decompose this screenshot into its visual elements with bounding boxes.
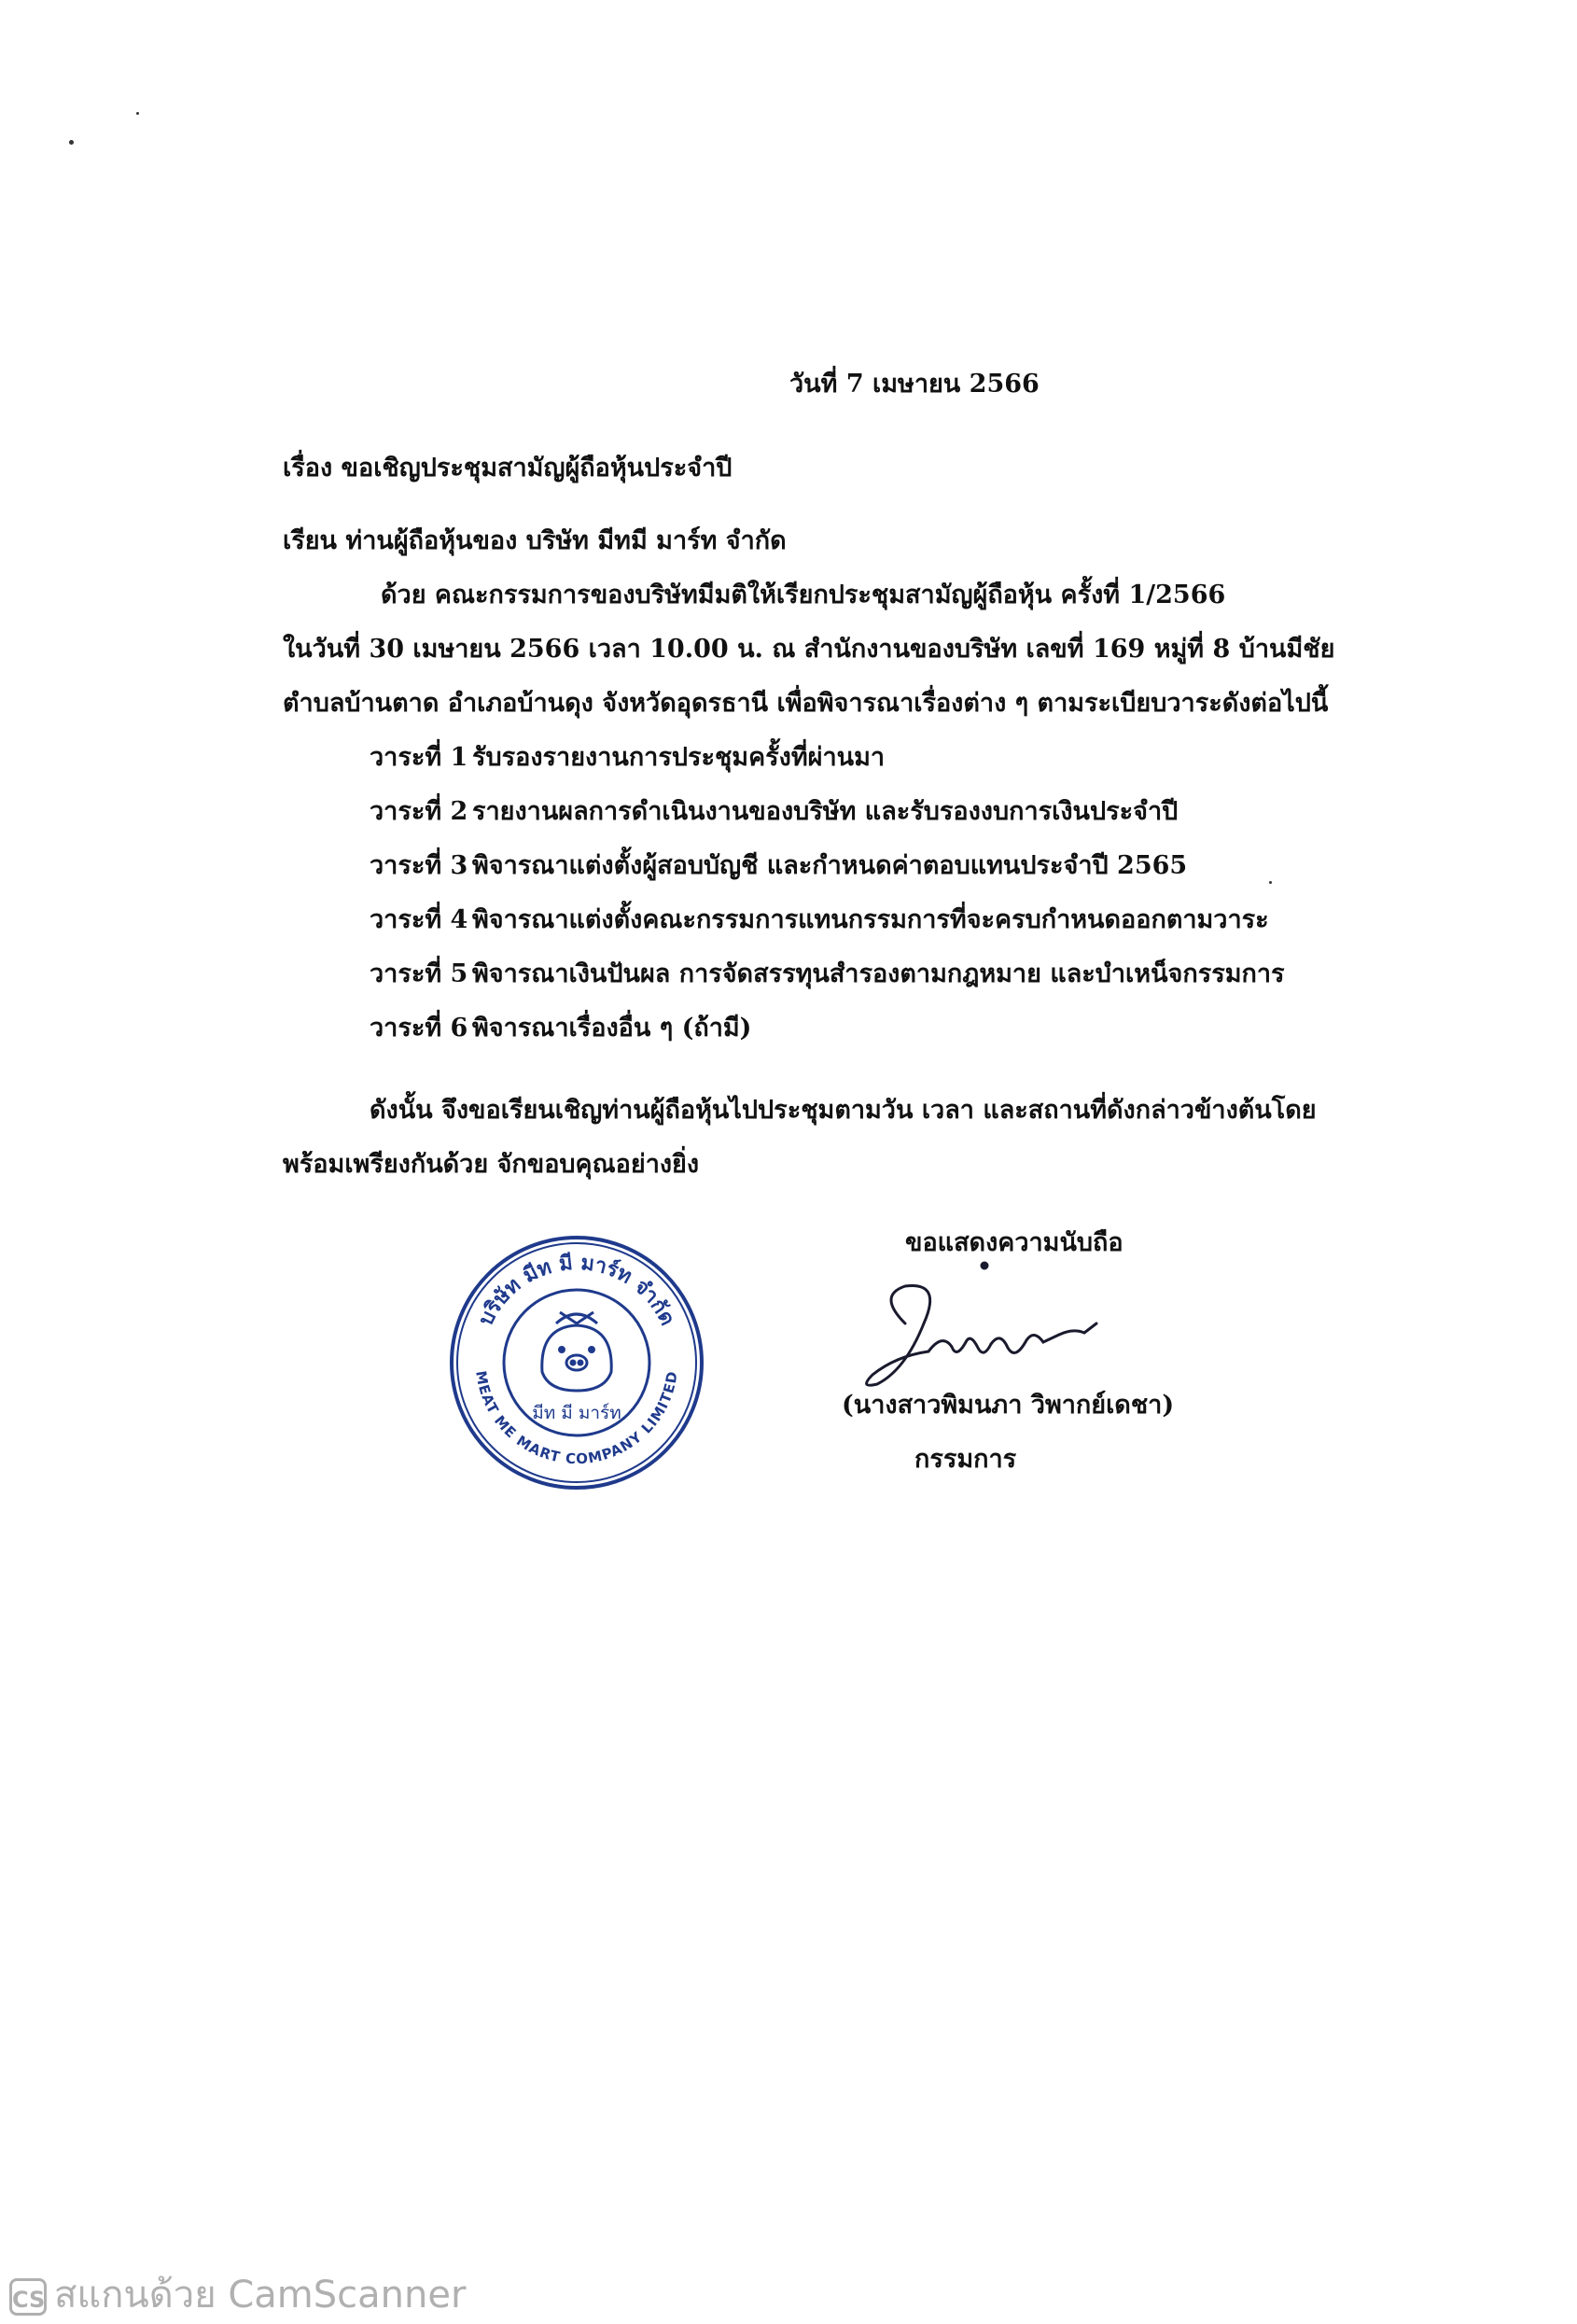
letter-subject: เรื่อง ขอเชิญประชุมสามัญผู้ถือหุ้นประจำปี: [283, 454, 733, 483]
stamp-top-text: บริษัท มีท มี มาร์ท จำกัด: [474, 1251, 679, 1330]
sign-off: ขอแสดงความนับถือ: [905, 1228, 1123, 1257]
signer-title: กรรมการ: [914, 1445, 1017, 1474]
camscanner-text: สแกนด้วย CamScanner: [54, 2274, 467, 2317]
body-line: ด้วย คณะกรรมการของบริษัทมีมติให้เรียกประชุมสามัญผู้ถือหุ้น ครั้งที่ 1/2566: [381, 581, 1226, 609]
closing-line: ดังนั้น จึงขอเรียนเชิญท่านผู้ถือหุ้นไปประชุมตามวัน เวลา และสถานที่ดังกล่าวข้างต้นโดย: [370, 1096, 1317, 1125]
agenda-text: พิจารณาเรื่องอื่น ๆ (ถ้ามี): [472, 1014, 752, 1043]
body-line: ในวันที่ 30 เมษายน 2566 เวลา 10.00 น. ณ สำนักงานของบริษัท เลขที่ 169 หมู่ที่ 8 บ้านมีชัย: [283, 635, 1335, 664]
scan-speck: [69, 140, 74, 145]
agenda-number: วาระที่ 5: [370, 959, 468, 988]
agenda-text: พิจารณาแต่งตั้งคณะกรรมการแทนกรรมการที่จะครบกำหนดออกตามวาระ: [472, 905, 1269, 934]
agenda-item: [370, 956, 1285, 993]
agenda-number: วาระที่ 4: [370, 905, 468, 934]
agenda-item: [370, 739, 885, 777]
pig-logo-icon: [542, 1312, 611, 1391]
agenda-text: พิจารณาเงินปันผล การจัดสรรทุนสำรองตามกฎหมาย และบำเหน็จกรรมการ: [472, 959, 1285, 988]
agenda-text: รับรองรายงานการประชุมครั้งที่ผ่านมา: [472, 743, 886, 772]
camscanner-logo-icon: CS: [9, 2278, 47, 2316]
camscanner-watermark: [9, 2264, 466, 2324]
letter-date: วันที่ 7 เมษายน 2566: [789, 370, 1040, 399]
agenda-item: [370, 1010, 751, 1047]
agenda-item: [370, 847, 1187, 885]
scan-speck: [1269, 881, 1272, 884]
agenda-item: [370, 793, 1178, 831]
closing-line: พร้อมเพรียงกันด้วย จักขอบคุณอย่างยิ่ง: [283, 1150, 700, 1179]
agenda-text: พิจารณาแต่งตั้งผู้สอบบัญชี และกำหนดค่าตอบแทนประจำปี 2565: [472, 851, 1188, 880]
company-stamp: [446, 1232, 707, 1493]
letter-recipient: เรียน ท่านผู้ถือหุ้นของ บริษัท มีทมี มาร์ท จำกัด: [283, 526, 787, 555]
agenda-number: วาระที่ 1: [370, 743, 468, 772]
agenda-item: [370, 902, 1269, 939]
agenda-number: วาระที่ 6: [370, 1014, 468, 1043]
body-line: ตำบลบ้านตาด อำเภอบ้านดุง จังหวัดอุดรธานี เพื่อพิจารณาเรื่องต่าง ๆ ตามระเบียบวาระดังต่อไปนี้: [283, 689, 1329, 718]
signer-name: (นางสาวพิมนภา วิพากย์เดชา): [842, 1391, 1175, 1420]
handwritten-signature: [840, 1258, 1148, 1398]
agenda-number: วาระที่ 3: [370, 851, 468, 880]
agenda-text: รายงานผลการดำเนินงานของบริษัท และรับรองงบการเงินประจำปี: [472, 797, 1179, 826]
stamp-bottom-text: MEAT ME MART COMPANY LIMITED: [472, 1369, 681, 1468]
agenda-number: วาระที่ 2: [370, 797, 468, 826]
scan-speck: [136, 112, 139, 115]
stamp-inner-text: มีท มี มาร์ท: [532, 1403, 621, 1423]
